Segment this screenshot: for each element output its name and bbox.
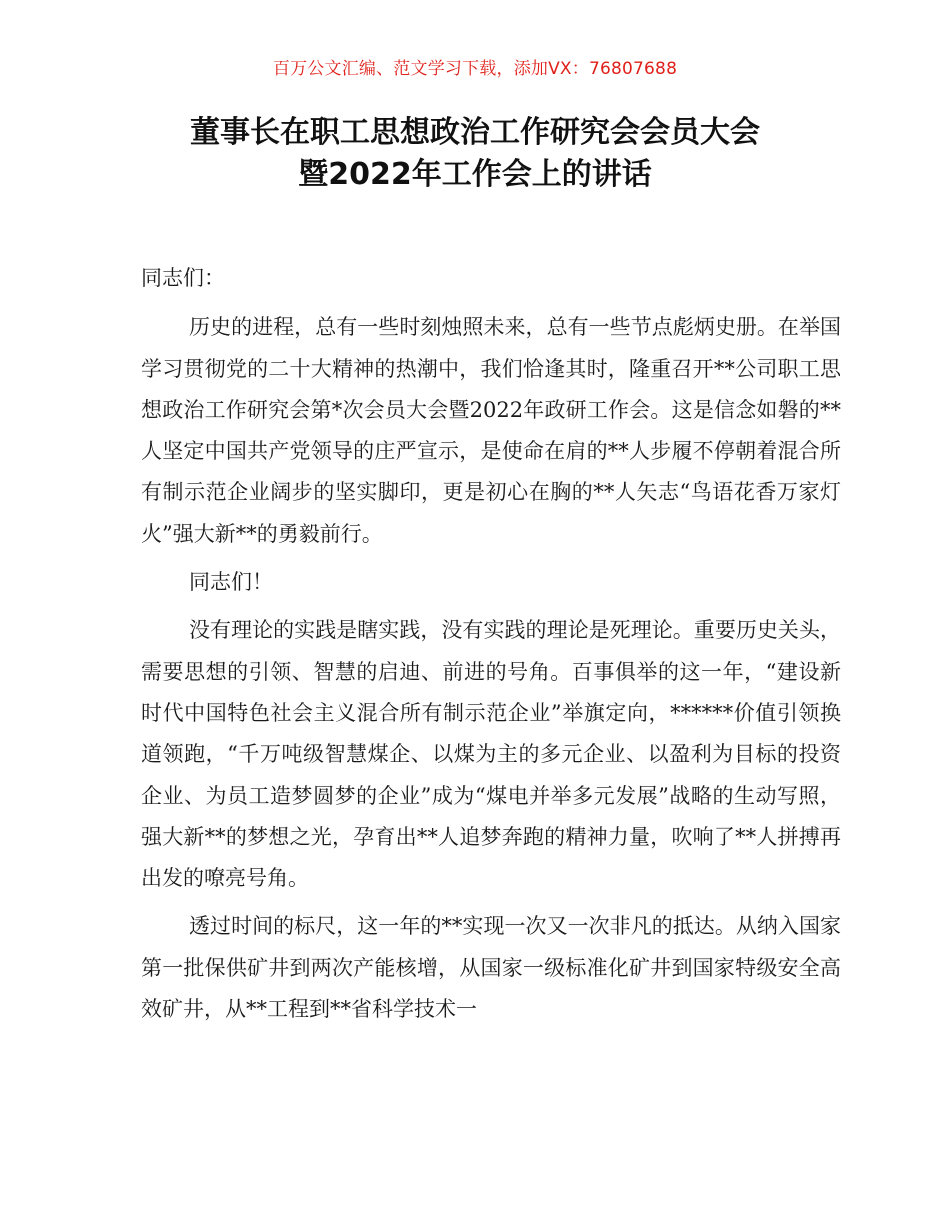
document-body <box>141 258 841 1037</box>
paragraph-1: 历史的进程，总有一些时刻烛照未来，总有一些节点彪炳史册。在举国学习贯彻党的二十大精神的热潮中，我们恰逢其时，隆重召开**公司职工思想政治工作研究会第*次会员大会暨2022年政研工作会。这是信念如磐的**人坚定中国共产党领导的庄严宣示，是使命在肩的**人步履不停朝着混合所有制示范企业阔步的坚实脚印，更是初心在胸的**人矢志“鸟语花香万家灯火”强大新**的勇毅前行。 <box>141 315 841 546</box>
title-line-1: 董事长在职工思想政治工作研究会会员大会 <box>190 115 760 150</box>
salutation: 同志们： <box>141 266 225 290</box>
title-line-2: 暨2022年工作会上的讲话 <box>298 157 652 192</box>
document-title <box>0 112 950 196</box>
promo-banner: 百万公文汇编、范文学习下载，添加VX：76807688 <box>272 59 678 79</box>
paragraph-3: 没有理论的实践是瞎实践，没有实践的理论是死理论。重要历史关头，需要思想的引领、智慧的启迪、前进的号角。百事俱举的这一年，“建设新时代中国特色社会主义混合所有制示范企业”举旗定向，******价值引领换道领跑，“千万吨级智慧煤企、以煤为主的多元企业、以盈利为目标的投资企业、为员工造梦圆梦的企业”成为“煤电并举多元发展”战略的生动写照，强大新**的梦想之光，孕育出**人追梦奔跑的精神力量，吹响了**人拼搏再出发的嘹亮号角。 <box>141 618 841 891</box>
paragraph-2: 同志们！ <box>189 570 273 595</box>
paragraph-4: 透过时间的标尺，这一年的**实现一次又一次非凡的抵达。从纳入国家第一批保供矿井到两次产能核增，从国家一级标准化矿井到国家特级安全高效矿井，从**工程到**省科学技术一 <box>141 914 841 1022</box>
